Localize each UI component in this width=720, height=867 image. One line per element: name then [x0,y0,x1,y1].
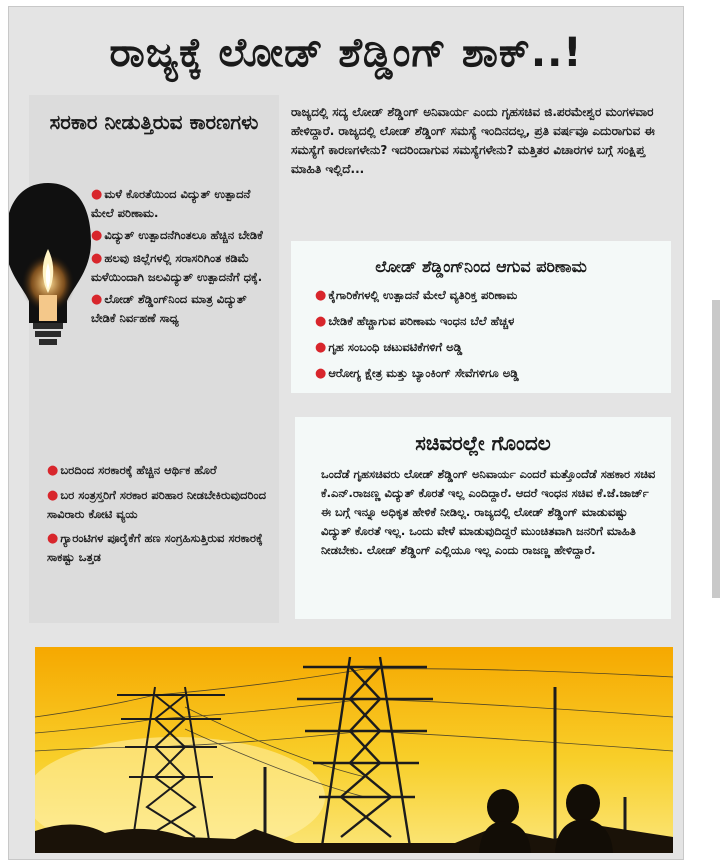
list-item: ● ಕೈಗಾರಿಕೆಗಳಲ್ಲಿ ಉತ್ಪಾದನೆ ಮೇಲೆ ವ್ಯತಿರಿಕ್ತ ಪರಿಣಾಮ [315,288,518,303]
bullet-icon: ● [315,340,327,355]
confusion-box [295,417,671,619]
bullet-icon: ● [315,288,327,303]
bullet-icon: ● [91,228,103,243]
effects-list [291,287,671,382]
reasons-title: ಸರಕಾರ ನೀಡುತ್ತಿರುವ ಕಾರಣಗಳು [49,110,259,134]
effects-box [291,241,671,393]
intro-paragraph: ರಾಜ್ಯದಲ್ಲಿ ಸದ್ಯ ಲೋಡ್ ಶೆಡ್ಡಿಂಗ್ ಅನಿವಾರ್ಯ ಎಂದು ಗೃಹಸಚಿವ ಜಿ.ಪರಮೇಶ್ವರ ಮಂಗಳವಾರ ಹೇಳಿದ್ದಾರೆ. ರಾಜ್ಯದಲ್ಲಿ ಲೋಡ್ ಶೆಡ್ಡಿಂಗ್ ಸಮಸ್ಯೆ ಇಂದಿನದಲ್ಲ, ಪ್ರತಿ ವರ್ಷವೂ ಎದುರಾಗುವ ಈ ಸಮಸ್ಯೆಗೆ ಕಾರಣಗಳೇನು? ಇದರಿಂದಾಗುವ ಸಮಸ್ಯೆಗಳೇನು? ಮತ್ತಿತರ ವಿಚಾರಗಳ ಬಗ್ಗೆ ಸಂಕ್ಷಿಪ್ತ ಮಾಹಿತಿ ಇಲ್ಲಿದೆ... [291,105,655,176]
bullet-icon: ● [91,292,103,307]
list-item: ● ಬರ ಸಂತ್ರಸ್ತರಿಗೆ ಸರಕಾರ ಪರಿಹಾರ ನೀಡಬೇಕಿರುವುದರಿಂದ ಸಾವಿರಾರು ಕೋಟಿ ವ್ಯಯ [47,488,267,521]
reasons-list-bottom [47,461,273,572]
confusion-title: ಸಚಿವರಲ್ಲೇ ಗೊಂದಲ [415,431,551,455]
newspaper-clipping [8,6,684,860]
bullet-icon: ● [47,488,59,503]
list-item: ● ಗ್ಯಾರಂಟಿಗಳ ಪೂರೈಕೆಗೆ ಹಣ ಸಂಗ್ರಹಿಸುತ್ತಿರುವ ಸರಕಾರಕ್ಕೆ ಸಾಕಷ್ಟು ಒತ್ತಡ [47,531,263,564]
list-item: ● ಲೋಡ್ ಶೆಡ್ಡಿಂಗ್‌ನಿಂದ ಮಾತ್ರ ವಿದ್ಯುತ್ ಬೇಡಿಕೆ ನಿರ್ವಹಣೆ ಸಾಧ್ಯ [91,292,247,325]
effects-title: ಲೋಡ್ ಶೆಡ್ಡಿಂಗ್‌ನಿಂದ ಆಗುವ ಪರಿಣಾಮ [375,257,587,276]
list-item: ● ಮಳೆ ಕೊರತೆಯಿಂದ ವಿದ್ಯುತ್ ಉತ್ಪಾದನೆ ಮೇಲೆ ಪರಿಣಾಮ. [91,187,251,220]
bullet-icon: ● [315,366,327,381]
bullet-icon: ● [47,531,59,546]
confusion-body: ಒಂದೆಡೆ ಗೃಹಸಚಿವರು ಲೋಡ್ ಶೆಡ್ಡಿಂಗ್ ಅನಿವಾರ್ಯ ಎಂದರೆ ಮತ್ತೊಂದೆಡೆ ಸಹಕಾರ ಸಚಿವ ಕೆ.ಎನ್.ರಾಜಣ್ಣ ವಿದ್ಯುತ್ ಕೊರತೆ ಇಲ್ಲ ಎಂದಿದ್ದಾರೆ. ಆದರೆ ಇಂಧನ ಸಚಿವ ಕೆ.ಜೆ.ಜಾರ್ಜ್ ಈ ಬಗ್ಗೆ ಇನ್ನೂ ಅಧಿಕೃತ ಹೇಳಿಕೆ ನೀಡಿಲ್ಲ. ರಾಜ್ಯದಲ್ಲಿ ಲೋಡ್ ಶೆಡ್ಡಿಂಗ್ ಮಾಡುವಷ್ಟು ವಿದ್ಯುತ್ ಕೊರತೆ ಇಲ್ಲ. ಒಂದು ವೇಳೆ ಮಾಡುವುದಿದ್ದರೆ ಮುಂಚಿತವಾಗಿ ಜನರಿಗೆ ಮಾಹಿತಿ ನೀಡಬೇಕು. ಲೋಡ್ ಶೆಡ್ಡಿಂಗ್ ಎಲ್ಲಿಯೂ ಇಲ್ಲ ಎಂದು ರಾಜಣ್ಣ ಹೇಳಿದ್ದಾರೆ. [321,467,656,557]
list-item: ● ವಿದ್ಯುತ್ ಉತ್ಪಾದನೆಗಿಂತಲೂ ಹೆಚ್ಚಿನ ಬೇಡಿಕೆ [91,228,263,243]
list-item: ● ಹಲವು ಜಿಲ್ಲೆಗಳಲ್ಲಿ ಸರಾಸರಿಗಿಂತ ಕಡಿಮೆ ಮಳೆಯಿಂದಾಗಿ ಜಲವಿದ್ಯುತ್ ಉತ್ಪಾದನೆಗೆ ಧಕ್ಕೆ. [91,251,263,284]
power-towers-sunset-photo [35,647,673,853]
list-item: ● ಬರದಿಂದ ಸರಕಾರಕ್ಕೆ ಹೆಚ್ಚಿನ ಆರ್ಥಿಕ ಹೊರೆ [47,463,217,478]
adjacent-column-edge [712,300,720,598]
bullet-icon: ● [47,463,59,478]
bullet-icon: ● [315,314,327,329]
list-item: ● ಗೃಹ ಸಂಬಂಧಿ ಚಟುವಟಿಕೆಗಳಿಗೆ ಅಡ್ಡಿ [315,340,463,355]
light-bulb-candle-image [8,183,91,345]
list-item: ● ಆರೋಗ್ಯ ಕ್ಷೇತ್ರ ಮತ್ತು ಬ್ಯಾಂಕಿಂಗ್ ಸೇವೆಗಳಿಗೂ ಅಡ್ಡಿ [315,366,519,381]
list-item: ● ಬೇಡಿಕೆ ಹೆಚ್ಚಾಗುವ ಪರಿಣಾಮ ಇಂಧನ ಬೆಲೆ ಹೆಚ್ಚಳ [315,314,515,329]
bullet-icon: ● [91,251,103,266]
bullet-icon: ● [91,187,103,202]
headline: ರಾಜ್ಯಕ್ಕೆ ಲೋಡ್ ಶೆಡ್ಡಿಂಗ್ ಶಾಕ್..! [109,30,583,76]
reasons-list-top [91,185,271,331]
